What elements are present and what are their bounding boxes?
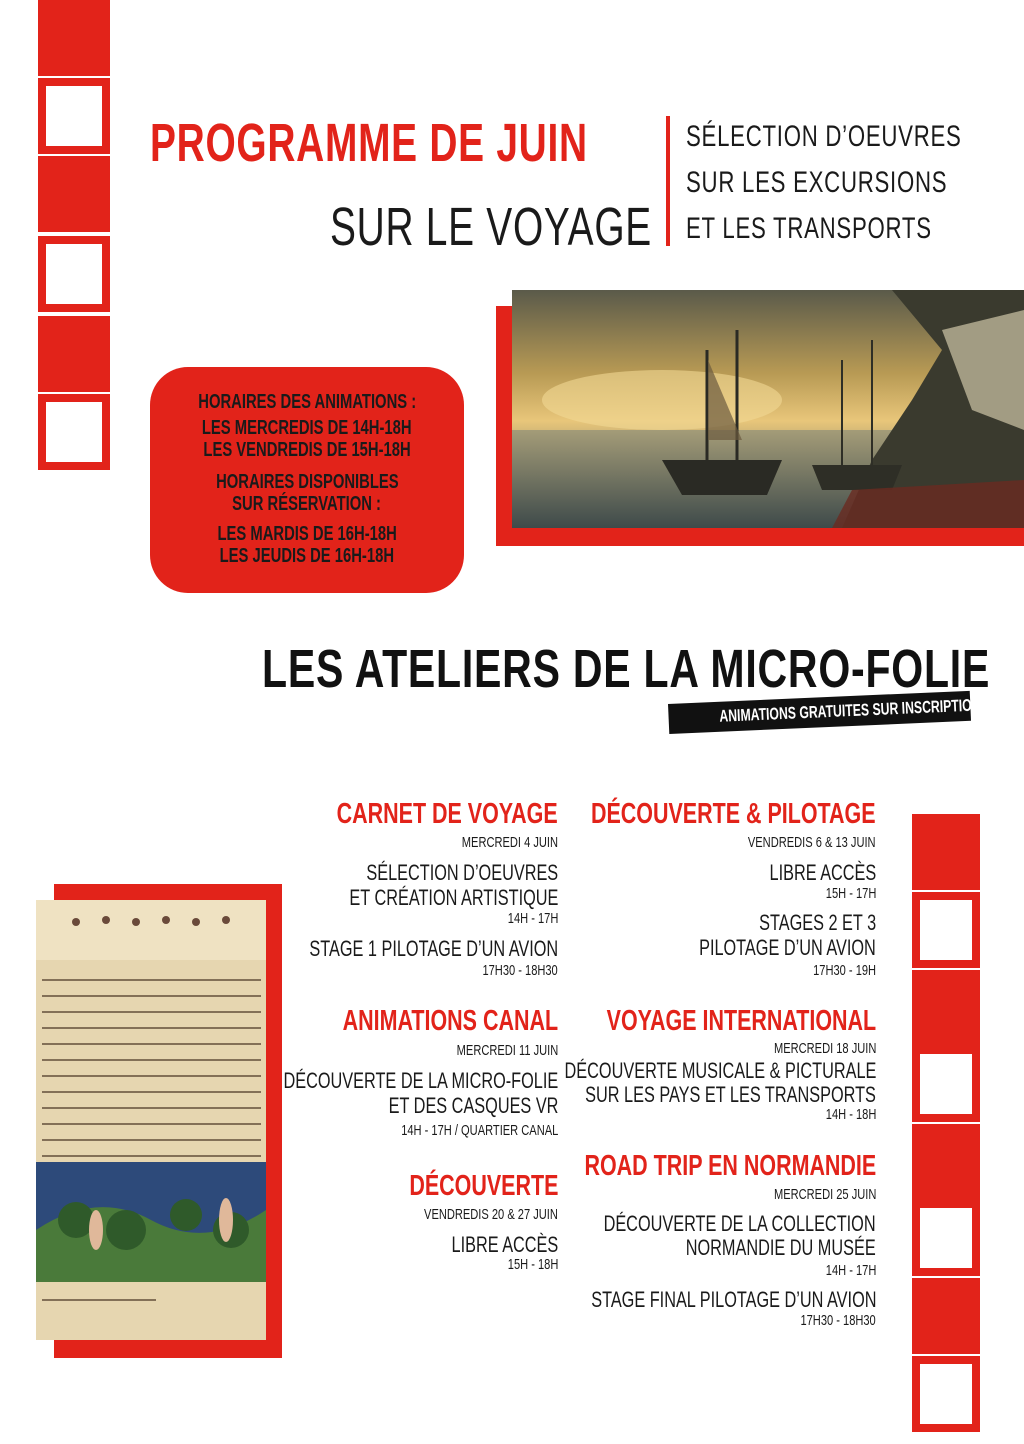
event-desc: SUR LES PAYS ET LES TRANSPORTS	[585, 1082, 876, 1107]
schedule-line: LES VENDREDIS DE 15H-18H	[203, 439, 411, 461]
event-desc: ET CRÉATION ARTISTIQUE	[349, 885, 558, 910]
event-desc: DÉCOUVERTE DE LA MICRO-FOLIE	[283, 1068, 558, 1093]
manuscript-image	[36, 900, 266, 1340]
deco-square-outline	[38, 78, 110, 154]
deco-square	[38, 156, 110, 232]
event-time: 15H - 17H	[825, 885, 876, 902]
event-desc: NORMANDIE DU MUSÉE	[686, 1235, 876, 1260]
event-date: VENDREDIS 20 & 27 JUIN	[424, 1206, 558, 1223]
event-time: 17H30 - 18H30	[482, 962, 558, 979]
event-desc: SÉLECTION D’OEUVRES	[366, 860, 558, 885]
deco-square	[912, 814, 980, 890]
event-title: DÉCOUVERTE	[408, 1170, 558, 1202]
event-time: 14H - 17H	[825, 1262, 876, 1279]
event-title: CARNET DE VOYAGE	[336, 798, 558, 830]
event-time: 14H - 17H / QUARTIER CANAL	[400, 1122, 558, 1139]
deco-square-outline	[912, 892, 980, 968]
deco-square	[912, 1124, 980, 1200]
event-time: 15H - 18H	[507, 1256, 558, 1273]
event-desc: STAGE 1 PILOTAGE D’UN AVION	[309, 936, 558, 961]
schedule-line: HORAIRES DISPONIBLES	[215, 471, 399, 493]
free-tag: ANIMATIONS GRATUITES SUR INSCRIPTION	[668, 691, 971, 734]
event-time: 17H30 - 19H	[813, 962, 876, 979]
deco-square	[912, 1278, 980, 1354]
event-time: 14H - 17H	[507, 910, 558, 927]
deco-square	[38, 0, 110, 76]
deco-square-outline	[912, 1356, 980, 1432]
subtitle-line: SÉLECTION D’OEUVRES	[686, 120, 962, 153]
deco-square	[38, 316, 110, 392]
event-date: VENDREDIS 6 & 13 JUIN	[748, 834, 876, 851]
section-title: LES ATELIERS DE LA MICRO-FOLIE	[262, 639, 991, 699]
event-title: VOYAGE INTERNATIONAL	[606, 1005, 876, 1037]
deco-square-outline	[912, 1046, 980, 1122]
event-desc: PILOTAGE D’UN AVION	[699, 935, 876, 960]
event-desc: DÉCOUVERTE MUSICALE & PICTURALE	[564, 1058, 876, 1083]
schedule-line: LES MARDIS DE 16H-18H	[217, 523, 397, 545]
schedule-line: LES MERCREDIS DE 14H-18H	[202, 417, 412, 439]
event-desc: ET DES CASQUES VR	[388, 1093, 558, 1118]
event-desc: LIBRE ACCÈS	[451, 1232, 558, 1257]
page-subtitle: SUR LE VOYAGE	[330, 197, 652, 257]
subtitle-line: SUR LES EXCURSIONS	[686, 166, 948, 199]
event-desc: STAGES 2 ET 3	[758, 910, 876, 935]
schedule-line: LES JEUDIS DE 16H-18H	[219, 545, 395, 567]
event-date: MERCREDI 18 JUIN	[773, 1040, 876, 1057]
event-desc: LIBRE ACCÈS	[769, 860, 876, 885]
event-time: 14H - 18H	[825, 1106, 876, 1123]
deco-square	[912, 970, 980, 1046]
event-date: MERCREDI 4 JUIN	[461, 834, 558, 851]
deco-square-outline	[912, 1200, 980, 1276]
event-date: MERCREDI 11 JUIN	[456, 1042, 558, 1059]
event-time: 17H30 - 18H30	[800, 1312, 876, 1329]
event-desc: DÉCOUVERTE DE LA COLLECTION	[603, 1211, 876, 1236]
schedule-line: SUR RÉSERVATION :	[232, 493, 382, 515]
schedule-line: HORAIRES DES ANIMATIONS :	[198, 391, 416, 413]
event-date: MERCREDI 25 JUIN	[773, 1186, 876, 1203]
event-desc: STAGE FINAL PILOTAGE D’UN AVION	[590, 1287, 876, 1312]
events-right	[560, 0, 876, 1444]
event-title: DÉCOUVERTE & PILOTAGE	[591, 798, 876, 830]
event-title: ROAD TRIP EN NORMANDIE	[584, 1150, 876, 1182]
deco-square-outline	[38, 236, 110, 312]
deco-square-outline	[38, 394, 110, 470]
event-title: ANIMATIONS CANAL	[342, 1005, 558, 1037]
subtitle-line: ET LES TRANSPORTS	[686, 212, 932, 245]
page-title: PROGRAMME DE JUIN	[150, 113, 588, 173]
